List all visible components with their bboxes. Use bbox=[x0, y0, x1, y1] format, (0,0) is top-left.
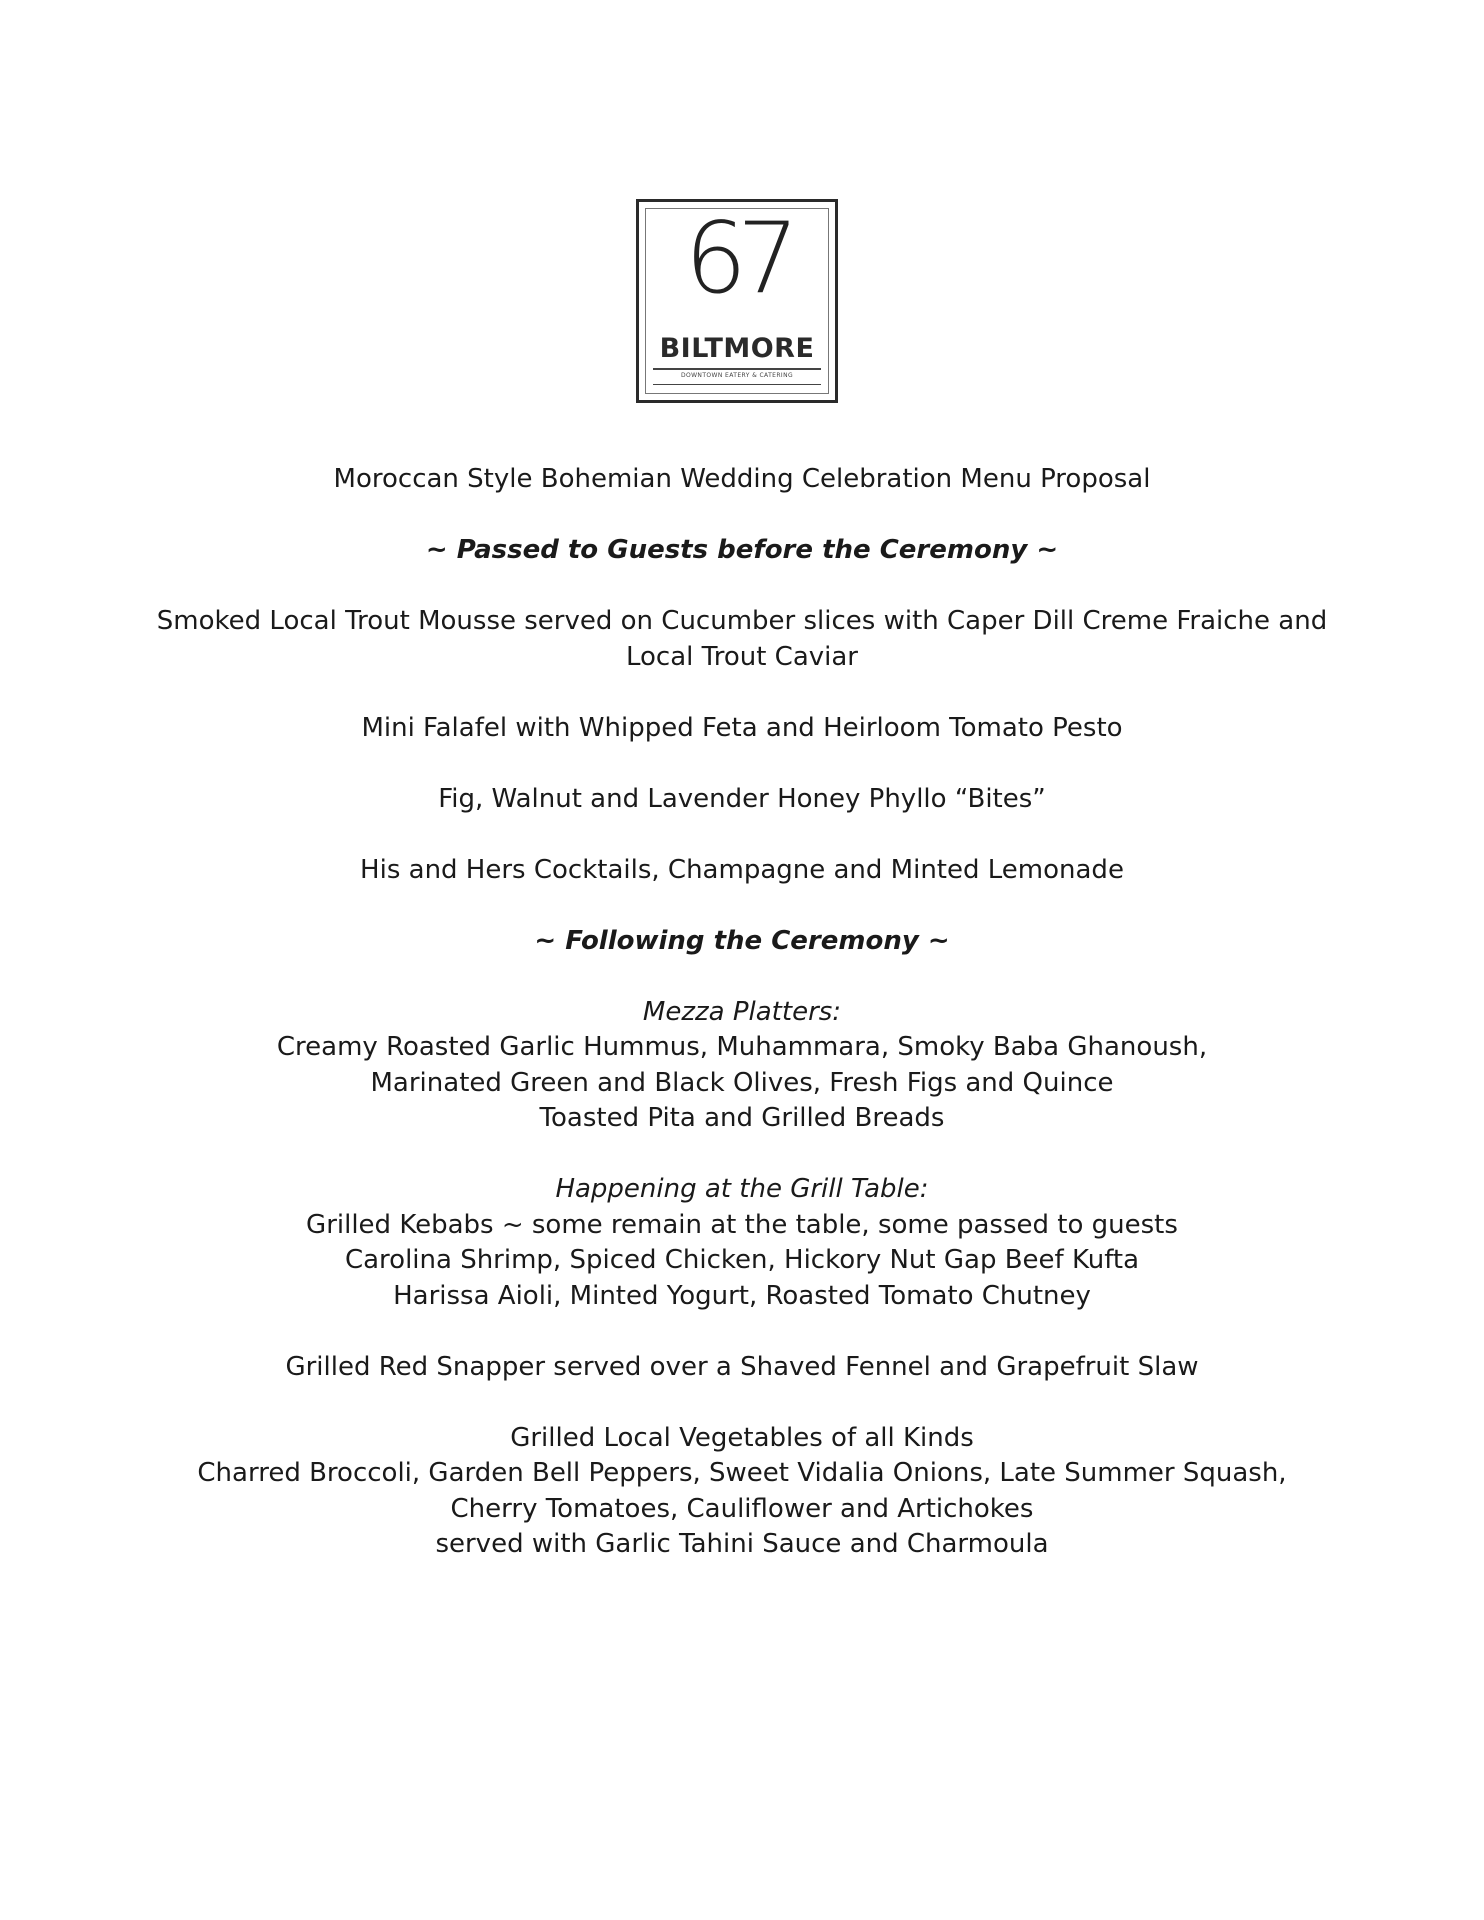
grill-line: Harissa Aioli, Minted Yogurt, Roasted Tomato Chutney bbox=[393, 1280, 1091, 1311]
menu-title: Moroccan Style Bohemian Wedding Celebration Menu Proposal bbox=[333, 464, 1151, 494]
menu-content bbox=[0, 462, 1484, 1563]
grill-heading: Happening at the Grill Table: bbox=[555, 1174, 929, 1204]
logo-tagline: DOWNTOWN EATERY & CATERING bbox=[680, 372, 794, 379]
menu-item-trout-line1: Smoked Local Trout Mousse served on Cucumber slices with Caper Dill Creme Fraiche and bbox=[156, 606, 1328, 636]
menu-item-fig: Fig, Walnut and Lavender Honey Phyllo “Bites” bbox=[438, 783, 1046, 814]
logo-number: 67 bbox=[684, 202, 790, 316]
veg-line: Cherry Tomatoes, Cauliflower and Artichokes bbox=[450, 1493, 1034, 1524]
mezza-line: Marinated Green and Black Olives, Fresh Figs and Quince bbox=[370, 1067, 1114, 1098]
logo-rule-top bbox=[653, 368, 821, 370]
veg-line: Grilled Local Vegetables of all Kinds bbox=[510, 1422, 974, 1453]
restaurant-logo bbox=[636, 199, 838, 403]
menu-item-drinks: His and Hers Cocktails, Champagne and Minted Lemonade bbox=[360, 854, 1124, 885]
grill-line: Grilled Kebabs ~ some remain at the table, some passed to guests bbox=[306, 1209, 1178, 1240]
menu-item-trout-line2: Local Trout Caviar bbox=[626, 641, 858, 672]
mezza-line: Creamy Roasted Garlic Hummus, Muhammara, Smoky Baba Ghanoush, bbox=[276, 1032, 1208, 1062]
veg-line: Charred Broccoli, Garden Bell Peppers, Sweet Vidalia Onions, Late Summer Squash, bbox=[197, 1458, 1287, 1488]
menu-item-falafel: Mini Falafel with Whipped Feta and Heirloom Tomato Pesto bbox=[361, 712, 1123, 743]
grill-line: Carolina Shrimp, Spiced Chicken, Hickory Nut Gap Beef Kufta bbox=[344, 1245, 1140, 1275]
mezza-line: Toasted Pita and Grilled Breads bbox=[539, 1103, 945, 1133]
mezza-heading: Mezza Platters: bbox=[642, 996, 842, 1027]
section-heading-following-ceremony: ~ Following the Ceremony ~ bbox=[534, 925, 950, 956]
section-heading-before-ceremony: ~ Passed to Guests before the Ceremony ~ bbox=[425, 535, 1059, 565]
veg-line: served with Garlic Tahini Sauce and Charmoula bbox=[435, 1529, 1049, 1559]
logo-rule-bottom bbox=[653, 384, 821, 385]
menu-item-snapper: Grilled Red Snapper served over a Shaved Fennel and Grapefruit Slaw bbox=[285, 1351, 1199, 1382]
logo-name: BILTMORE bbox=[659, 333, 815, 364]
